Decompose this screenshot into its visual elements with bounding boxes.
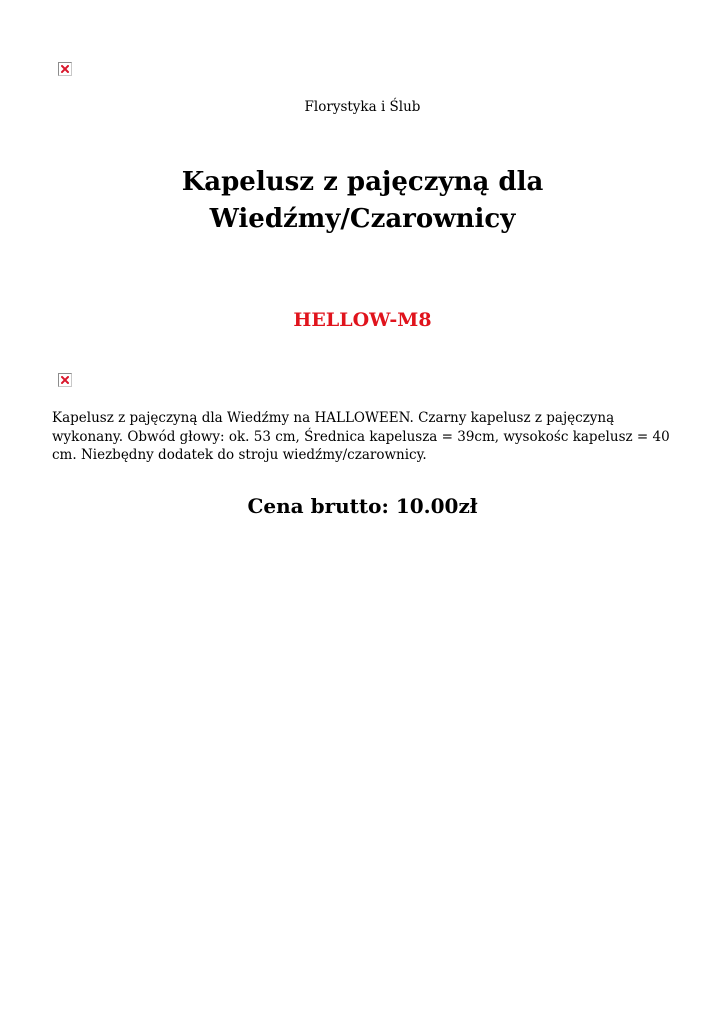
broken-image-icon (58, 62, 72, 76)
product-title-line2: Wiedźmy/Czarownicy (209, 204, 516, 234)
product-description: Kapelusz z pajęczyną dla Wiedźmy na HALLOWEEN. Czarny kapelusz z pajęczyną wykonany. Obwód głowy: ok. 53 cm, Średnica kapelusza = 39cm, wysokośc kapelusz = 40 cm. Niezbędny dodatek do stroju wiedźmy/czarownicy. (52, 410, 670, 463)
product-title (0, 164, 725, 238)
product-title-line1: Kapelusz z pajęczyną dla (181, 167, 544, 197)
product-code: HELLOW-M8 (293, 309, 432, 331)
product-price: Cena brutto: 10.00zł (247, 494, 478, 518)
site-name: Florystyka i Ślub (304, 99, 421, 115)
broken-image-icon (58, 373, 72, 387)
